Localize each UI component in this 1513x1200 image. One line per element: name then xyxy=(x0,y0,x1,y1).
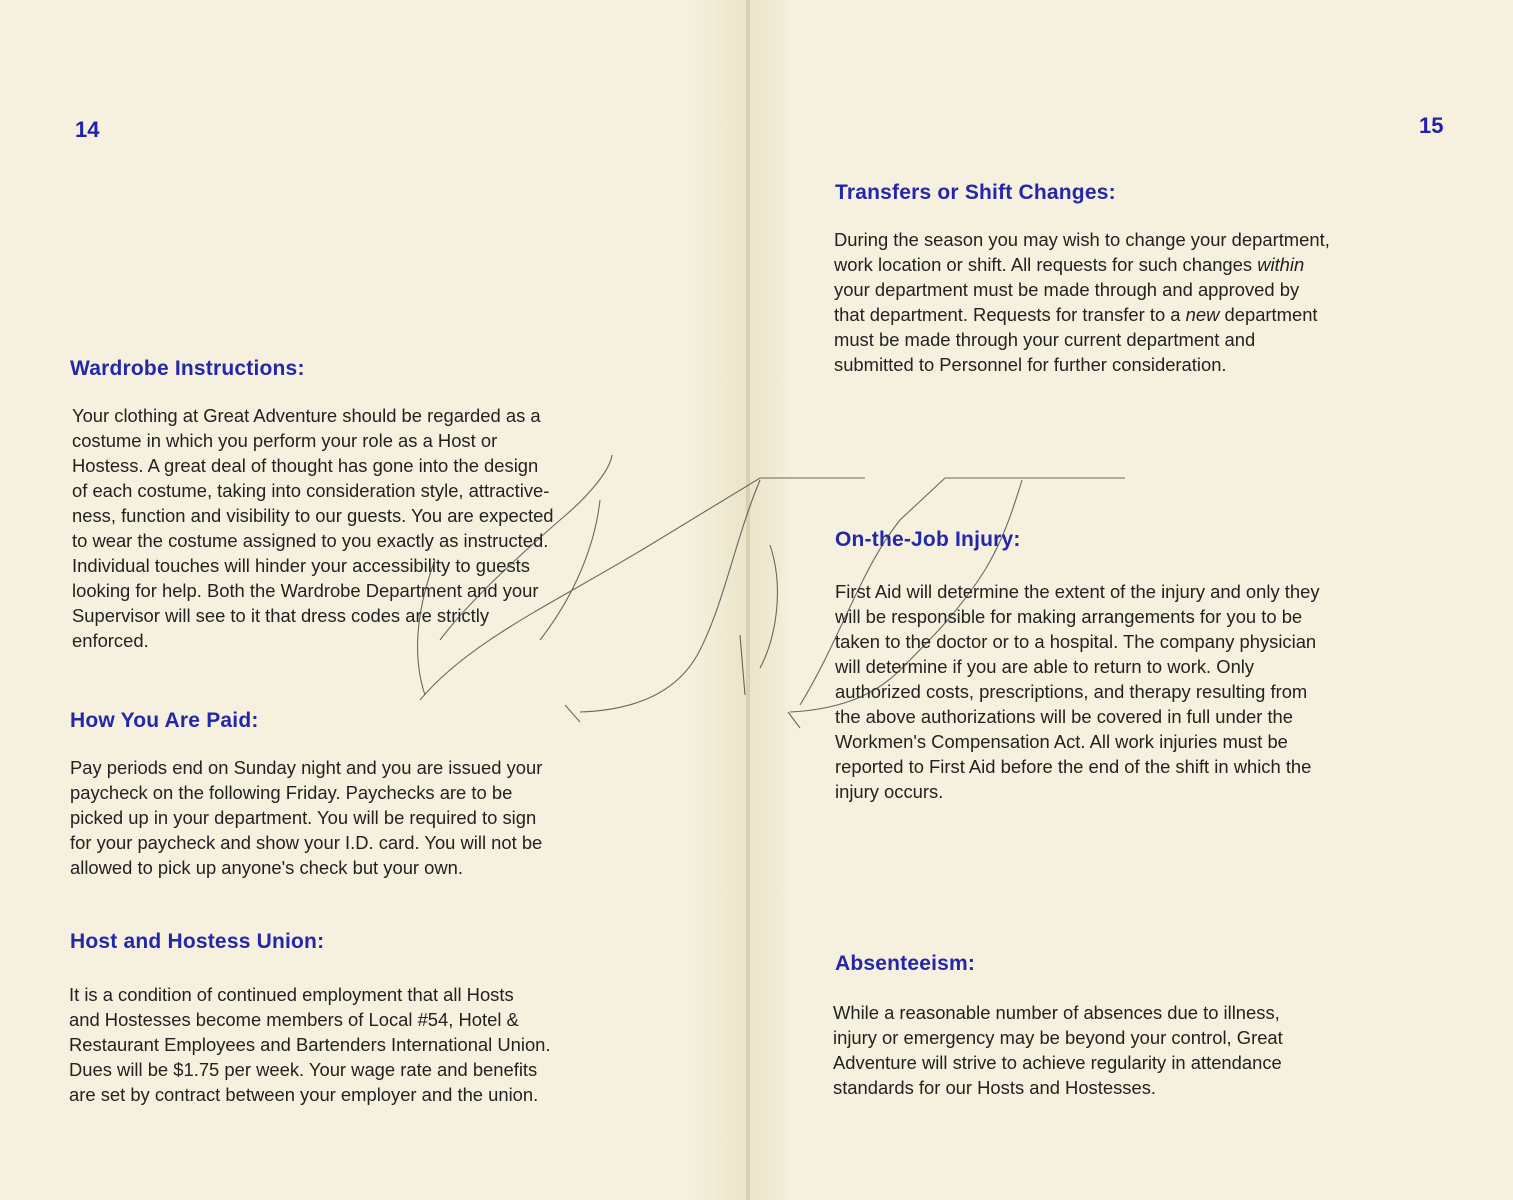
page-number-right: 15 xyxy=(1419,113,1444,138)
text-line: authorized costs, prescriptions, and therapy resulting from xyxy=(835,681,1308,702)
text-line: Hostess. A great deal of thought has gone into the design xyxy=(72,455,539,476)
text-line: While a reasonable number of absences due to illness, xyxy=(833,1002,1280,1023)
text-segment: department xyxy=(1219,304,1318,325)
text-line xyxy=(834,302,1330,327)
text-line: Adventure will strive to achieve regularity in attendance xyxy=(833,1052,1282,1073)
text-segment: work location or shift. All requests for such changes xyxy=(834,254,1258,275)
text-line: and Hostesses become members of Local #54, Hotel & xyxy=(69,1009,519,1030)
how-you-are-paid-text xyxy=(70,755,542,880)
text-line: of each costume, taking into consideration style, attractive- xyxy=(72,480,550,501)
text-line: It is a condition of continued employment that all Hosts xyxy=(69,984,514,1005)
text-line: Individual touches will hinder your accessibility to guests xyxy=(72,555,530,576)
text-line: submitted to Personnel for further consideration. xyxy=(834,354,1227,375)
heading-absenteeism: Absenteeism: xyxy=(835,952,976,975)
heading-wardrobe-instructions: Wardrobe Instructions: xyxy=(70,357,305,380)
text-line: costume in which you perform your role as a Host or xyxy=(72,430,498,451)
text-line: enforced. xyxy=(72,630,149,651)
host-and-hostess-union-text xyxy=(69,982,551,1107)
text-line: injury or emergency may be beyond your control, Great xyxy=(833,1027,1283,1048)
heading-how-you-are-paid: How You Are Paid: xyxy=(70,709,259,732)
text-line: the above authorizations will be covered in full under the xyxy=(835,706,1294,727)
text-line: paycheck on the following Friday. Paychecks are to be xyxy=(70,782,513,803)
text-line: Restaurant Employees and Bartenders International Union. xyxy=(69,1034,551,1055)
text-line: are set by contract between your employer and the union. xyxy=(69,1084,539,1105)
text-line: During the season you may wish to change your department, xyxy=(834,229,1330,250)
text-line: ness, function and visibility to our guests. You are expected xyxy=(72,505,554,526)
text-line: will determine if you are able to return to work. Only xyxy=(835,656,1255,677)
text-line: injury occurs. xyxy=(835,781,944,802)
text-line: Supervisor will see to it that dress codes are strictly xyxy=(72,605,490,626)
text-line: standards for our Hosts and Hostesses. xyxy=(833,1077,1157,1098)
text-line: to wear the costume assigned to you exactly as instructed. xyxy=(72,530,549,551)
absenteeism-text xyxy=(833,1000,1283,1100)
text-line: picked up in your department. You will be required to sign xyxy=(70,807,537,828)
text-line: reported to First Aid before the end of the shift in which the xyxy=(835,756,1312,777)
text-line: Pay periods end on Sunday night and you are issued your xyxy=(70,757,543,778)
heading-on-the-job-injury: On-the-Job Injury: xyxy=(835,528,1021,551)
text-line: Your clothing at Great Adventure should be regarded as a xyxy=(72,405,541,426)
heading-host-and-hostess-union: Host and Hostess Union: xyxy=(70,930,325,953)
wardrobe-instructions-text xyxy=(72,403,554,653)
on-the-job-injury-text xyxy=(835,579,1320,804)
text-line: looking for help. Both the Wardrobe Department and your xyxy=(72,580,539,601)
italic-word-within: within xyxy=(1257,254,1305,275)
page-number-left: 14 xyxy=(75,117,100,142)
text-line: taken to the doctor or to a hospital. The company physician xyxy=(835,631,1317,652)
text-line: your department must be made through and approved by xyxy=(834,279,1300,300)
text-line xyxy=(834,252,1330,277)
text-line: allowed to pick up anyone's check but your own. xyxy=(70,857,464,878)
text-line: Workmen's Compensation Act. All work injuries must be xyxy=(835,731,1288,752)
text-line: will be responsible for making arrangements for you to be xyxy=(835,606,1303,627)
transfers-or-shift-changes-text xyxy=(834,227,1330,377)
italic-word-new: new xyxy=(1185,304,1220,325)
text-line: must be made through your current department and xyxy=(834,329,1256,350)
text-line: First Aid will determine the extent of the injury and only they xyxy=(835,581,1320,602)
heading-transfers-or-shift-changes: Transfers or Shift Changes: xyxy=(835,181,1116,204)
text-segment: that department. Requests for transfer to a xyxy=(834,304,1186,325)
text-line: for your paycheck and show your I.D. card. You will not be xyxy=(70,832,543,853)
text-line: Dues will be $1.75 per week. Your wage rate and benefits xyxy=(69,1059,538,1080)
book-gutter xyxy=(746,0,750,1200)
